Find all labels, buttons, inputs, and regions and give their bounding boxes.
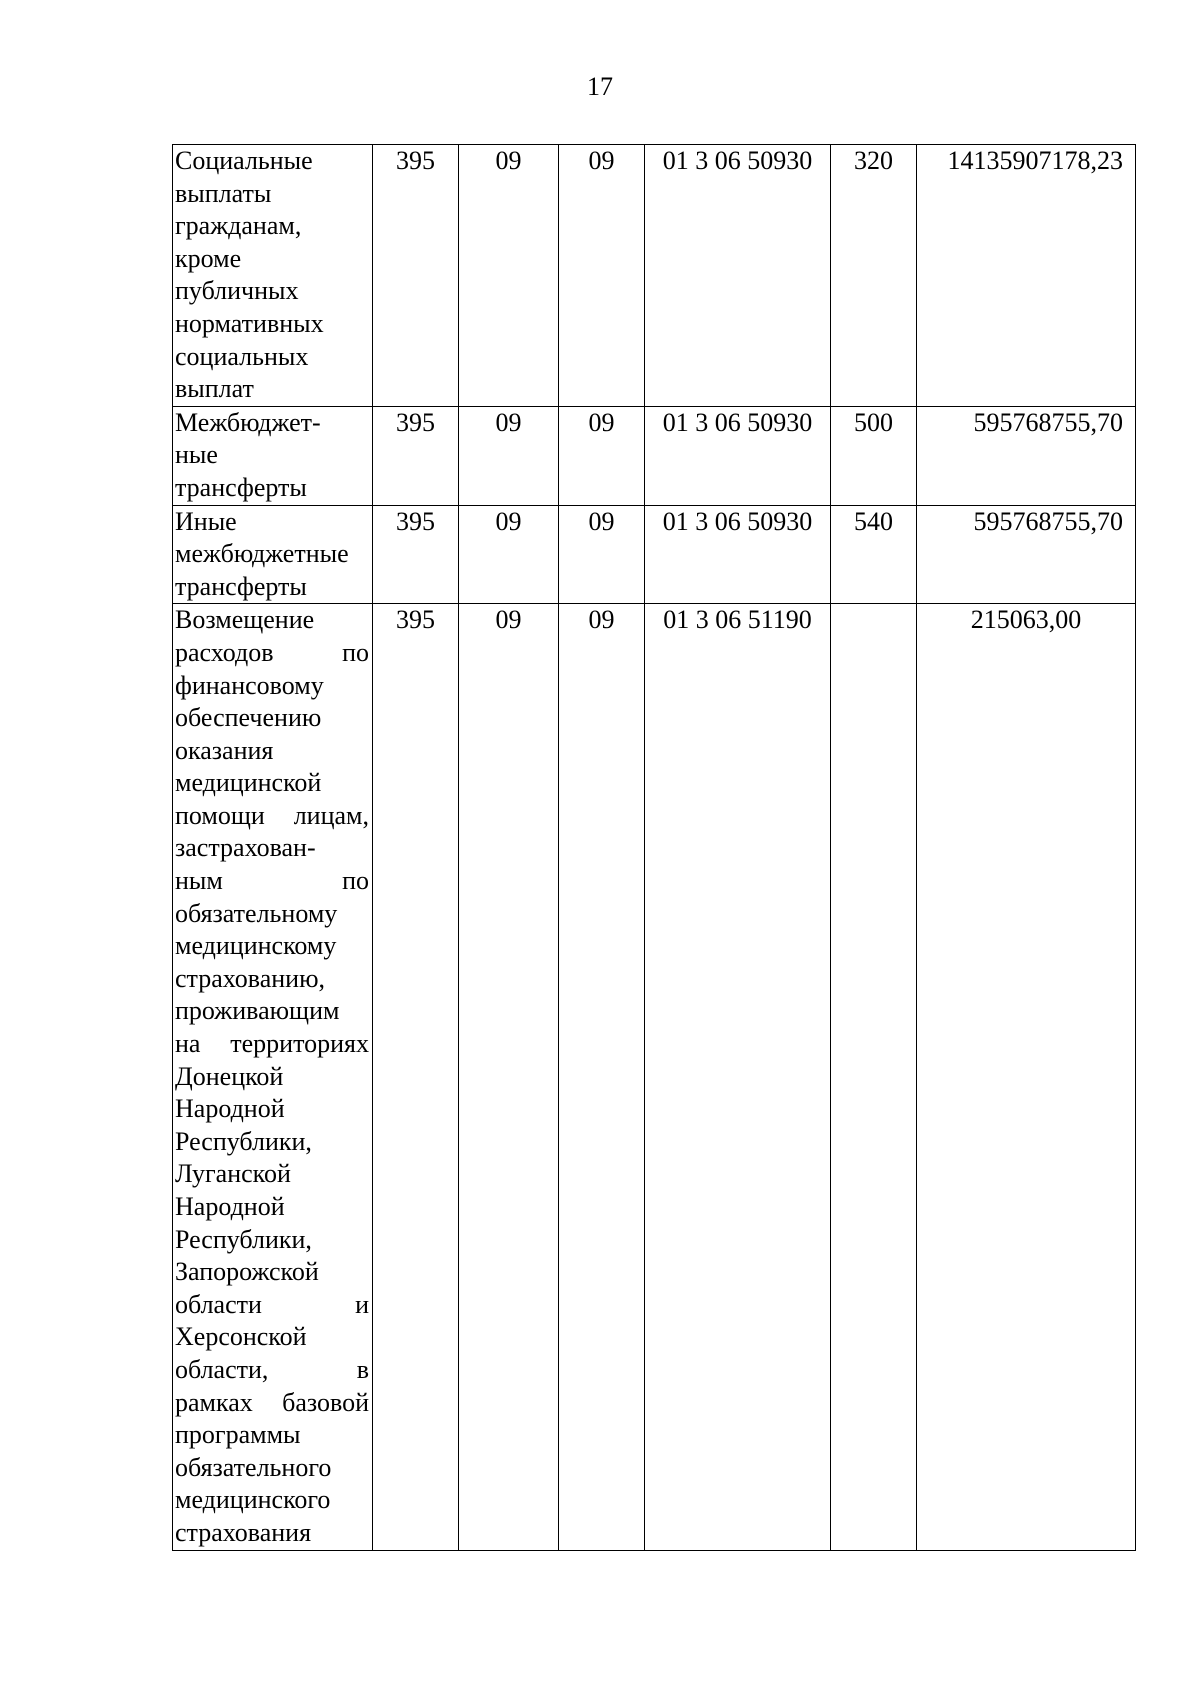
target-article-cell: 01 3 06 50930 (645, 505, 831, 604)
expense-type-cell: 320 (831, 145, 917, 407)
expense-name-word: Межбюджет- (175, 407, 321, 437)
amount-cell: 215063,00 (917, 604, 1136, 1550)
expense-name-line (175, 702, 369, 735)
expense-name-word: области, (175, 1354, 269, 1384)
expense-name-word: Народной (175, 1192, 285, 1221)
expense-name-line (175, 1452, 369, 1485)
subsection-code-cell: 09 (559, 406, 645, 505)
expense-name-line (175, 1419, 369, 1452)
expense-name-word: по (342, 637, 369, 667)
expense-name-line (175, 373, 369, 406)
expense-name-word: страхования (175, 1517, 312, 1547)
subsection-code-cell: 09 (559, 604, 645, 1550)
expense-name-word: медицинскому (175, 931, 337, 961)
expense-name-word: оказания (175, 735, 274, 765)
expense-name-word: на (175, 1029, 201, 1059)
expense-name-word: финансовому (175, 670, 324, 700)
expense-name-word: публичных (175, 276, 299, 306)
expense-name-cell (173, 505, 373, 604)
expense-name-word: Донецкой (175, 1061, 284, 1091)
expense-name-word: лицам, (293, 800, 369, 830)
amount-cell: 595768755,70 (917, 406, 1136, 505)
page-number: 17 (587, 72, 613, 101)
expense-name-line (175, 506, 369, 539)
expense-name-line (175, 604, 369, 637)
expense-name-line (175, 1191, 369, 1224)
expense-name-line (175, 963, 369, 996)
ministry-code-cell: 395 (373, 604, 459, 1550)
amount-cell: 14135907178,23 (917, 145, 1136, 407)
section-code-cell: 09 (459, 604, 559, 1550)
ministry-code-cell: 395 (373, 145, 459, 407)
expense-name-line (175, 1093, 369, 1126)
table-row (173, 145, 1136, 407)
expense-name-word: Возмещение (175, 605, 315, 635)
expense-name-word: ные (175, 440, 218, 470)
expense-name-line (175, 407, 369, 440)
ministry-code-cell: 395 (373, 505, 459, 604)
section-code-cell: 09 (459, 505, 559, 604)
expense-name-word: обязательного (175, 1452, 332, 1482)
ministry-code-cell: 395 (373, 406, 459, 505)
expense-name-line (175, 670, 369, 703)
expense-name-line (175, 439, 369, 472)
expense-name-word: выплат (175, 374, 254, 404)
expense-name-word: и (355, 1289, 369, 1319)
expense-name-line (175, 930, 369, 963)
expense-name-word: в (356, 1354, 369, 1384)
expense-name-word: расходов (175, 637, 274, 667)
expense-name-word: обязательному (175, 898, 338, 928)
target-article-cell: 01 3 06 50930 (645, 406, 831, 505)
expense-name-line (175, 865, 369, 898)
expense-name-line (175, 1354, 369, 1387)
expense-name-word: территориях (230, 1029, 369, 1059)
expense-name-word: гражданам, (175, 211, 302, 241)
expense-name-line (175, 275, 369, 308)
expense-name-line (175, 1387, 369, 1420)
expense-name-word: страхованию, (175, 963, 325, 993)
expense-name-line (175, 1256, 369, 1289)
expense-name-line (175, 1061, 369, 1094)
target-article-cell: 01 3 06 51190 (645, 604, 831, 1550)
expense-name-word: области (175, 1289, 262, 1319)
expense-name-line (175, 832, 369, 865)
expense-name-word: кроме (175, 243, 242, 273)
expense-name-line (175, 1158, 369, 1191)
expense-name-word: обеспечению (175, 703, 322, 733)
table-row (173, 406, 1136, 505)
expense-name-line (175, 341, 369, 374)
expense-type-cell: 500 (831, 406, 917, 505)
expense-name-line (175, 1517, 369, 1550)
expense-name-word: Луганской (175, 1159, 291, 1189)
amount-cell: 595768755,70 (917, 505, 1136, 604)
expense-name-word: Иные (175, 506, 237, 536)
table-row (173, 604, 1136, 1550)
expense-name-line (175, 995, 369, 1028)
expense-name-word: нормативных (175, 308, 324, 338)
expense-name-word: помощи (175, 800, 265, 830)
expense-name-word: проживающим (175, 996, 340, 1026)
expense-name-line (175, 1321, 369, 1354)
expense-name-line (175, 735, 369, 768)
expense-name-word: трансферты (175, 472, 307, 502)
expense-name-word: межбюджетные (175, 539, 349, 569)
expense-name-line (175, 1028, 369, 1061)
expense-name-line (175, 1289, 369, 1322)
expense-name-line (175, 145, 369, 178)
subsection-code-cell: 09 (559, 505, 645, 604)
expense-type-cell (831, 604, 917, 1550)
expense-name-line (175, 571, 369, 604)
table-body (173, 145, 1136, 1551)
expense-name-line (175, 538, 369, 571)
expense-name-word: социальных (175, 341, 309, 371)
expense-name-word: рамках (175, 1387, 253, 1417)
expense-name-line (175, 800, 369, 833)
expense-name-word: Херсонской (175, 1322, 307, 1352)
expense-name-word: медицинского (175, 1485, 331, 1515)
expense-name-cell (173, 145, 373, 407)
expense-name-word: по (342, 866, 369, 896)
expense-name-line (175, 767, 369, 800)
expense-name-word: базовой (282, 1387, 369, 1417)
subsection-code-cell: 09 (559, 145, 645, 407)
expense-name-line (175, 1126, 369, 1159)
expense-name-line (175, 308, 369, 341)
expense-name-word: Республики, (175, 1224, 312, 1254)
expense-name-line (175, 1224, 369, 1257)
expense-name-word: Социальные (175, 146, 313, 175)
expense-name-word: медицинской (175, 768, 322, 798)
expense-name-word: Народной (175, 1094, 285, 1124)
expense-name-line (175, 1484, 369, 1517)
table-row (173, 505, 1136, 604)
expense-name-cell (173, 604, 373, 1550)
expense-name-word: трансферты (175, 571, 307, 601)
target-article-cell: 01 3 06 50930 (645, 145, 831, 407)
expense-name-line (175, 243, 369, 276)
expense-type-cell: 540 (831, 505, 917, 604)
expense-name-word: программы (175, 1420, 301, 1450)
section-code-cell: 09 (459, 406, 559, 505)
expense-name-line (175, 210, 369, 243)
expense-name-line (175, 637, 369, 670)
budget-table (172, 144, 1136, 1551)
expense-name-cell (173, 406, 373, 505)
expense-name-line (175, 898, 369, 931)
expense-name-word: выплаты (175, 178, 272, 208)
expense-name-word: ным (175, 866, 223, 896)
expense-name-word: Запорожской (175, 1257, 319, 1287)
expense-name-line (175, 472, 369, 505)
expense-name-word: застрахован- (175, 833, 316, 863)
section-code-cell: 09 (459, 145, 559, 407)
expense-name-line (175, 178, 369, 211)
expense-name-word: Республики, (175, 1126, 312, 1156)
